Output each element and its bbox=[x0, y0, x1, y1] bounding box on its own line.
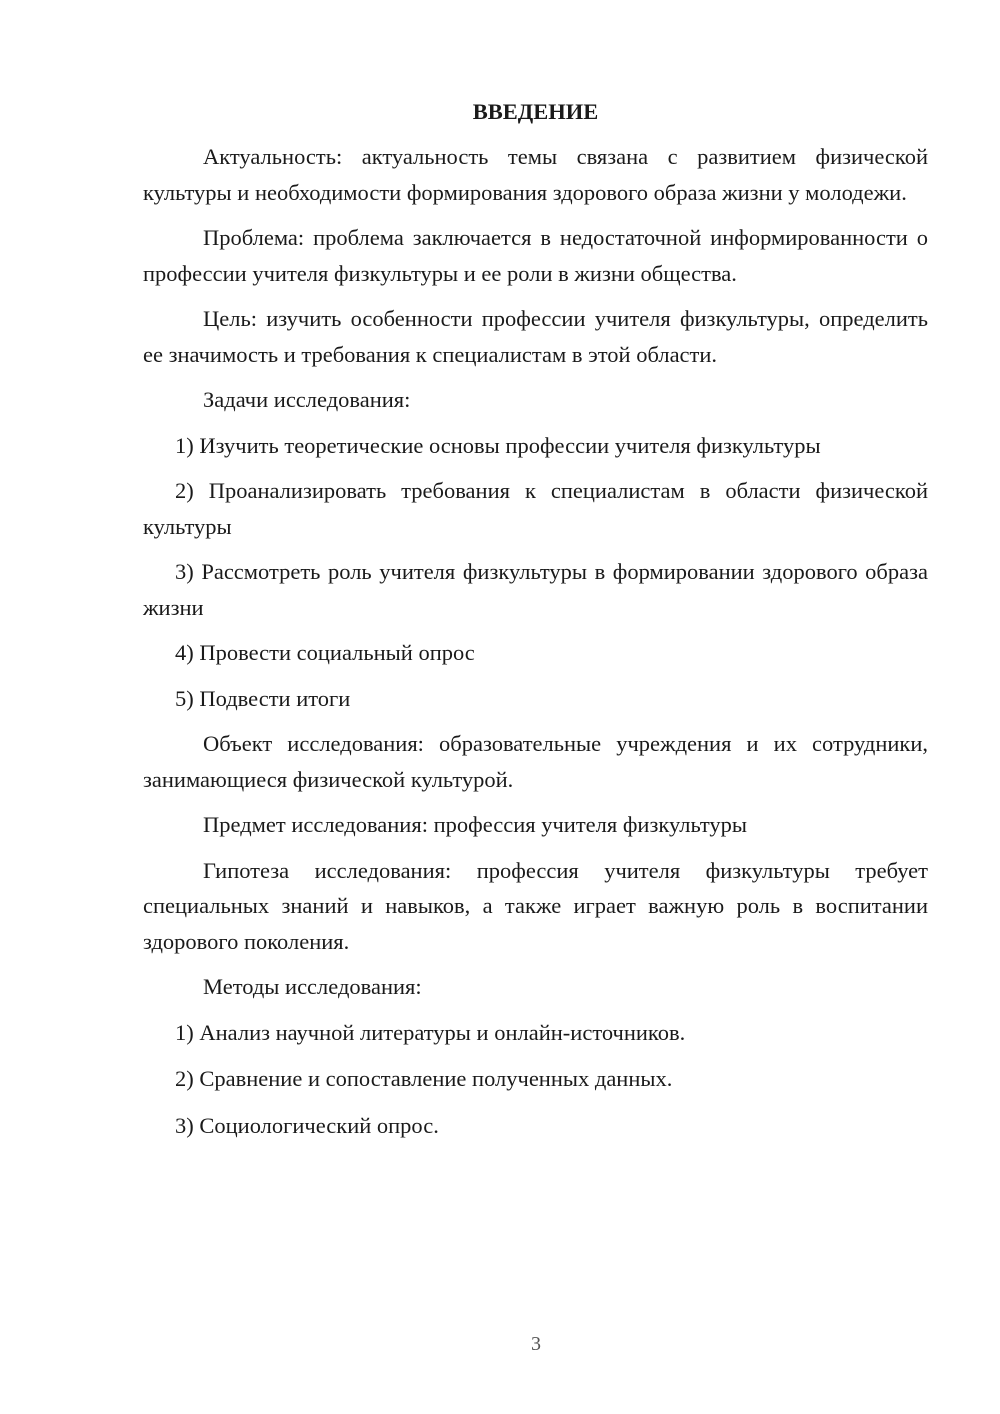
section-heading: ВВЕДЕНИЕ bbox=[472, 99, 599, 124]
method-item-1: 1) Анализ научной литературы и онлайн-источников. bbox=[175, 1019, 686, 1045]
problem-paragraph: Проблема: проблема заключается в недостаточной информированности о профессии учителя физкультуры и ее роли в жизни общества. bbox=[143, 225, 928, 286]
method-item-3: 3) Социологический опрос. bbox=[175, 1112, 439, 1138]
subject-paragraph: Предмет исследования: профессия учителя физкультуры bbox=[203, 812, 748, 837]
method-item-2: 2) Сравнение и сопоставление полученных данных. bbox=[175, 1066, 673, 1091]
page-number: 3 bbox=[531, 1333, 541, 1355]
task-item-5: 5) Подвести итоги bbox=[175, 685, 351, 711]
task-item-3: 3) Рассмотреть роль учителя физкультуры в формировании здорового образа жизни bbox=[143, 559, 928, 620]
goal-paragraph: Цель: изучить особенности профессии учителя физкультуры, определить ее значимость и требования к специалистам в этой области. bbox=[143, 306, 928, 367]
tasks-title: Задачи исследования: bbox=[203, 387, 411, 412]
task-item-2: 2) Проанализировать требования к специалистам в области физической культуры bbox=[143, 478, 928, 539]
task-item-4: 4) Провести социальный опрос bbox=[175, 640, 475, 665]
document-page bbox=[143, 94, 928, 1154]
task-item-1: 1) Изучить теоретические основы профессии учителя физкультуры bbox=[175, 432, 821, 458]
hypothesis-paragraph: Гипотеза исследования: профессия учителя физкультуры требует специальных знаний и навыков, а также играет важную роль в воспитании здорового поколения. bbox=[143, 857, 928, 954]
methods-title: Методы исследования: bbox=[203, 974, 422, 999]
relevance-paragraph: Актуальность: актуальность темы связана с развитием физической культуры и необходимости формирования здорового образа жизни у молодежи. bbox=[143, 144, 928, 205]
object-paragraph: Объект исследования: образовательные учреждения и их сотрудники, занимающиеся физической культурой. bbox=[143, 731, 928, 792]
